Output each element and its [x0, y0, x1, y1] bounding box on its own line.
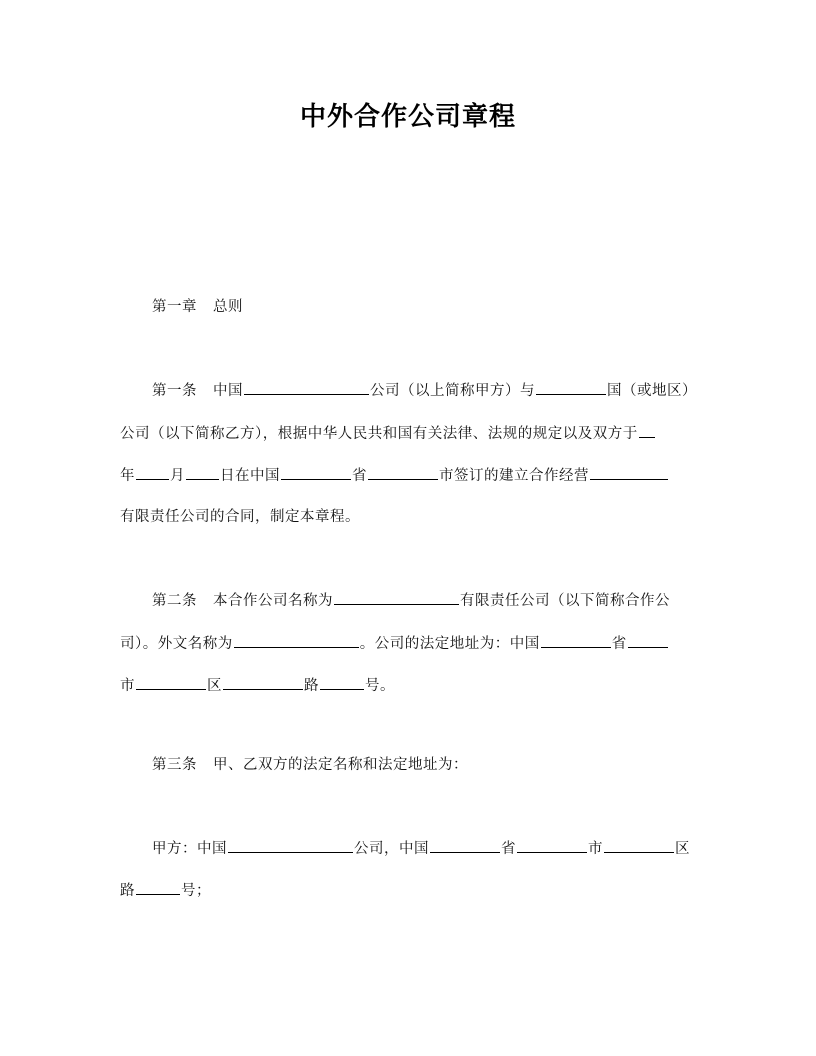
- blank-field[interactable]: [223, 675, 303, 690]
- article2-text: 本合作公司名称为: [213, 593, 333, 609]
- article1-text: 有限责任公司的合同，制定本章程。: [120, 509, 360, 525]
- chapter-name: 总则: [213, 299, 243, 315]
- article1-text: 月: [170, 468, 185, 484]
- blank-field[interactable]: [281, 465, 351, 480]
- article1-text: 国（或地区）: [607, 383, 697, 399]
- article2-text: 司）。外文名称为: [120, 636, 233, 652]
- article1-line1: [152, 380, 697, 401]
- blank-field[interactable]: [334, 590, 459, 605]
- article2-text: 省: [611, 636, 627, 652]
- blank-field[interactable]: [639, 423, 655, 438]
- article3-label: 第三条: [152, 757, 197, 773]
- blank-field[interactable]: [536, 380, 606, 395]
- article1-text: 公司（以上简称甲方）与: [370, 383, 535, 399]
- article2-line3: [120, 675, 395, 696]
- blank-field[interactable]: [590, 465, 668, 480]
- blank-field[interactable]: [136, 465, 169, 480]
- article1-text: 公司（以下简称乙方），根据中华人民共和国有关法律、法规的规定以及双方于: [120, 426, 638, 442]
- article1-text: 省: [352, 468, 367, 484]
- party-a-text: 省: [501, 841, 516, 857]
- article1-text: 年: [120, 468, 135, 484]
- blank-field[interactable]: [228, 838, 353, 853]
- article1-label: 第一条: [152, 383, 197, 399]
- article2-text: 市: [120, 678, 135, 694]
- blank-field[interactable]: [186, 465, 219, 480]
- article2-label: 第二条: [152, 593, 197, 609]
- blank-field[interactable]: [517, 838, 587, 853]
- chapter-label: 第一章: [152, 299, 197, 315]
- article1-text: 市签订的建立合作经营: [439, 468, 589, 484]
- article3-text: 甲、乙双方的法定名称和法定地址为：: [213, 757, 468, 773]
- blank-field[interactable]: [320, 675, 364, 690]
- party-a-text: 公司，中国: [354, 841, 429, 857]
- blank-field[interactable]: [368, 465, 438, 480]
- party-a-text: 甲方：中国: [152, 841, 227, 857]
- article1-text: 日在中国: [220, 468, 280, 484]
- blank-field[interactable]: [234, 633, 359, 648]
- party-a-text: 市: [588, 841, 603, 857]
- blank-field[interactable]: [628, 633, 668, 648]
- article2-text: 路: [304, 678, 319, 694]
- party-a-line1: [152, 838, 690, 859]
- chapter-heading: [152, 297, 243, 317]
- party-a-text: 号；: [181, 883, 211, 899]
- article1-line4: [120, 507, 360, 527]
- party-a-text: 区: [675, 841, 690, 857]
- party-a-text: 路: [120, 883, 135, 899]
- article2-text: 号。: [365, 678, 395, 694]
- article3-line1: [152, 755, 468, 775]
- article1-line3: [120, 465, 669, 486]
- article2-text: 。公司的法定地址为：中国: [359, 636, 540, 652]
- article2-line2: [120, 633, 669, 654]
- blank-field[interactable]: [136, 880, 180, 895]
- article1-text: 中国: [213, 383, 243, 399]
- blank-field[interactable]: [430, 838, 500, 853]
- blank-field[interactable]: [244, 380, 369, 395]
- article1-line2: [120, 423, 656, 444]
- blank-field[interactable]: [136, 675, 206, 690]
- article2-line1: [152, 590, 670, 611]
- party-a-line2: [120, 880, 211, 901]
- article2-text: 区: [207, 678, 222, 694]
- blank-field[interactable]: [541, 633, 611, 648]
- article2-text: 有限责任公司（以下简称合作公: [460, 593, 670, 609]
- document-title: 中外合作公司章程: [299, 102, 516, 132]
- blank-field[interactable]: [604, 838, 674, 853]
